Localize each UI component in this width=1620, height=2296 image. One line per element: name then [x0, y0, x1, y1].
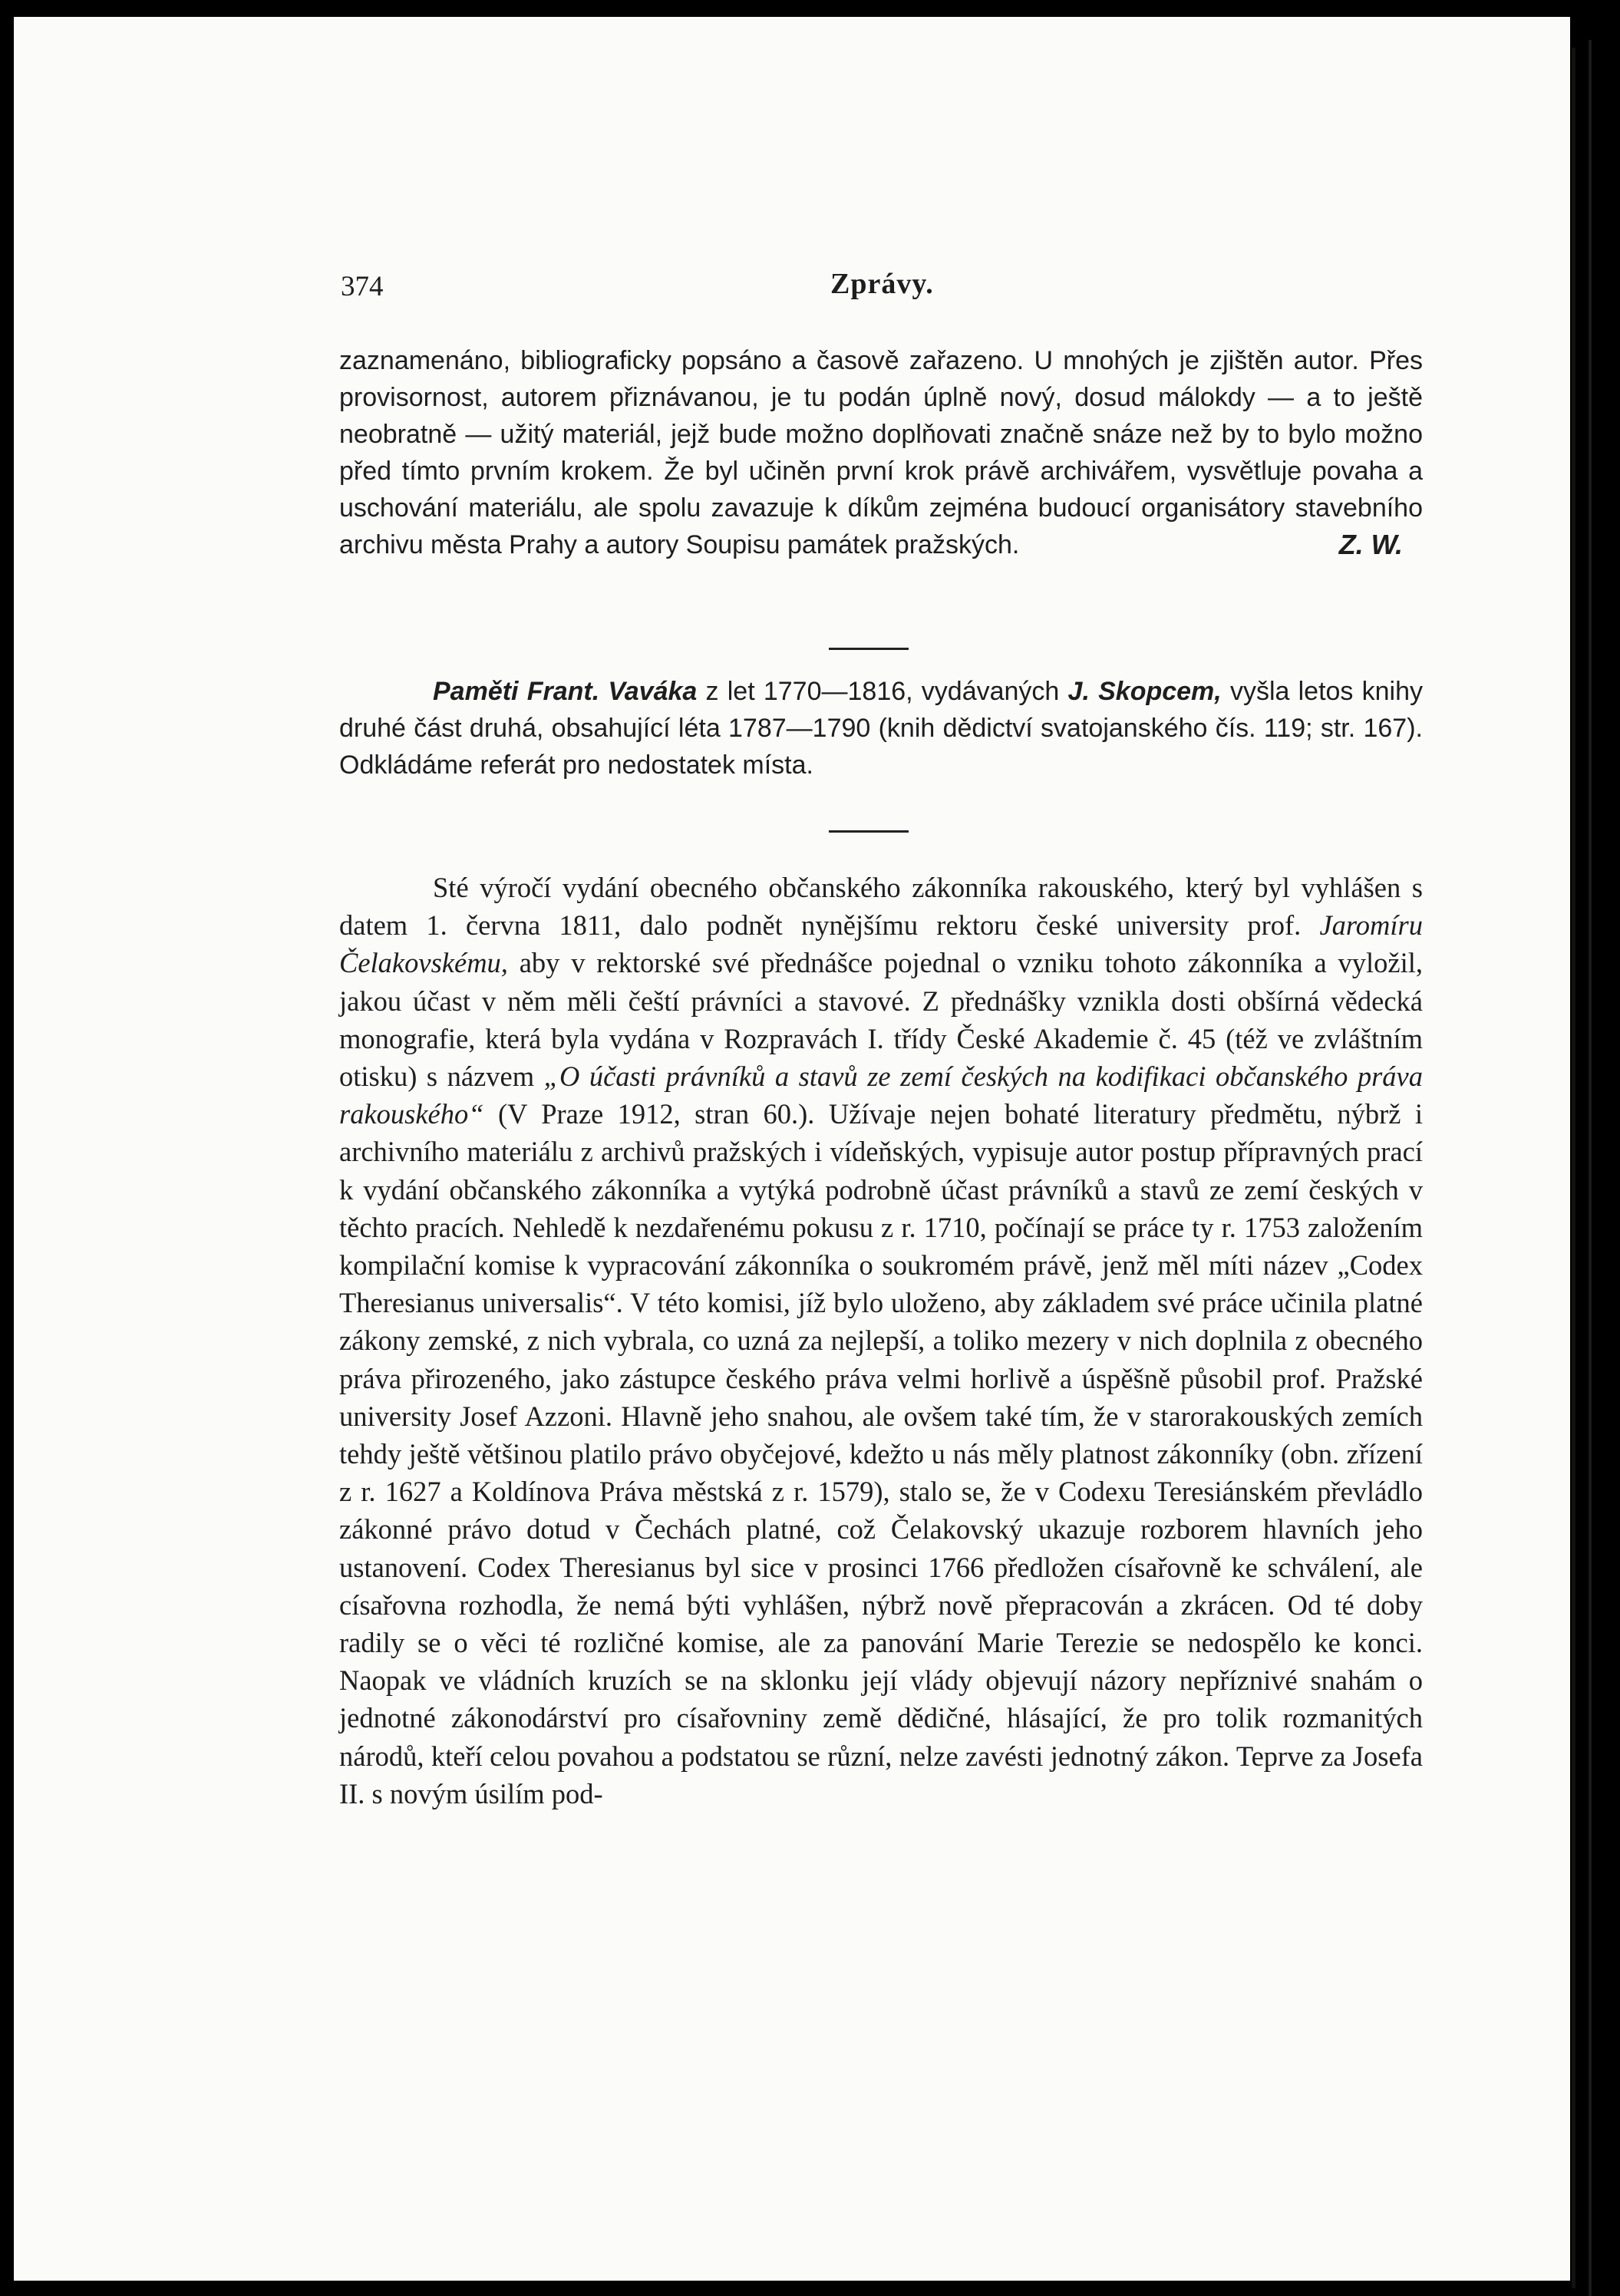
notice-3-author: Jaromíru Čelakovskému, — [339, 909, 1423, 979]
running-head: Zprávy. — [830, 268, 934, 300]
page-number: 374 — [341, 271, 384, 302]
notice-block-1 — [339, 342, 1423, 563]
notice-2-paragraph — [339, 673, 1423, 783]
notice-3-paragraph — [339, 869, 1423, 1813]
section-divider — [829, 648, 909, 650]
notice-3-text-b: aby v rektorské své přednášce pojednal o vzniku tohoto zákonníka a vyložil, jakou účast v něm měli čeští právníci a stavové. Z přednášky vznikla dosti obšírná vědecká monografie, která byla vydána v Rozpravách I. třídy České Akademie č. 45 (též ve zvláštním otisku) s názvem — [339, 947, 1423, 1093]
notice-2-title: Paměti Frant. Vaváka — [433, 677, 698, 706]
notice-3-text-c: (V Praze 1912, stran 60.). Užívaje nejen bohaté literatury předmětu, nýbrž i archivního materiálu z archivů pražských i vídeňských, vypisuje autor postup přípravných prací k vydání občanského zákonníka a vytýká podrobně účast právníků a stavů ze zemí českých v těchto pracích. Nehledě k nezdařenému pokusu z r. 1710, počínají se práce ty r. 1753 založením kompilační komise k vypracování zákonníka o soukromém právě, jenž měl míti název „Codex Theresianus universalis“. V této komisi, jíž bylo uloženo, aby základem své práce učinila platné zákony zemské, z nich vybrala, co uzná za nejlepší, a toliko mezery v nich doplnila z obecného práva přirozeného, jako zástupce českého práva velmi horlivě a úspěšně působil prof. Pražské university Josef Azzoni. Hlavně jeho snahou, ale ovšem také tím, že v starorakouských zemích tehdy ještě většinou platilo právo obyčejové, kdežto u nás měly platnost zákonníky (obn. zřízení z r. 1627 a Koldínova Práva městská z r. 1579), stalo se, že v Codexu Teresiánském převládlo zákonné právo dotud v Čechách platné, což Čelakovský ukazuje rozborem hlavních jeho ustanovení. Codex Theresianus byl sice v prosinci 1766 předložen císařovně ke schválení, ale císařovna rozhodla, že nemá býti vyhlášen, nýbrž nově přepracován a zkrácen. Od té doby radily se o věci té rozličné komise, ale za panování Marie Terezie se nedospělo ke konci. Naopak ve vládních kruzích se na sklonku její vlády objevují názory nepříznivé snahám o jednotné zákonodárství pro císařovniny země dědičné, hlásající, že pro tolik rozmanitých národů, kteří celou povahou a podstatou se různí, nelze zavésti jednotný zákon. Teprve za Josefa II. s novým úsilím pod- — [339, 1098, 1423, 1809]
notice-2-text-a: z let 1770—1816, vydávaných — [697, 677, 1068, 706]
notice-3-book-title: „O účasti právníků a stavů ze zemí českých na kodifikaci občanského práva rakouského“ — [339, 1061, 1423, 1130]
page-header — [341, 270, 1423, 316]
notice-block-3 — [339, 869, 1423, 1813]
book-page — [14, 17, 1570, 2281]
notice-3-text-a: Sté výročí vydání obecného občanského zákonníka rakouského, který byl vyhlášen s datem 1. června 1811, dalo podnět nynějšímu rektoru české university prof. — [339, 872, 1423, 942]
notice-2-text-b: vyšla letos knihy druhé část druhá, obsahující léta 1787—1790 (knih dědictví svatojanského čís. 119; str. 167). Odkládáme referát pro nedostatek místa. — [339, 677, 1424, 780]
notice-1-signature: Z. W. — [1338, 529, 1403, 560]
notice-block-2 — [339, 673, 1423, 783]
notice-2-editor: J. Skopcem, — [1067, 677, 1222, 706]
notice-1-text: zaznamenáno, bibliograficky popsáno a časově zařazeno. U mnohých je zjištěn autor. Přes provisornost, autorem přiznávanou, je tu podán úplně nový, dosud málokdy — a to ještě neobratně — užitý materiál, jejž bude možno doplňovati značně snáze než by to bylo možno před tímto prvním krokem. Že byl učiněn první krok právě archivářem, vysvětluje povaha a uschování materiálu, ale spolu zavazuje k díkům zejména budoucí organisátory stavebního archivu města Prahy a autory Soupisu památek pražských. — [339, 346, 1423, 559]
page-edge-shadow — [1572, 48, 1575, 2288]
page-edge-shadow-outer — [1589, 40, 1592, 2296]
section-divider — [829, 830, 909, 833]
